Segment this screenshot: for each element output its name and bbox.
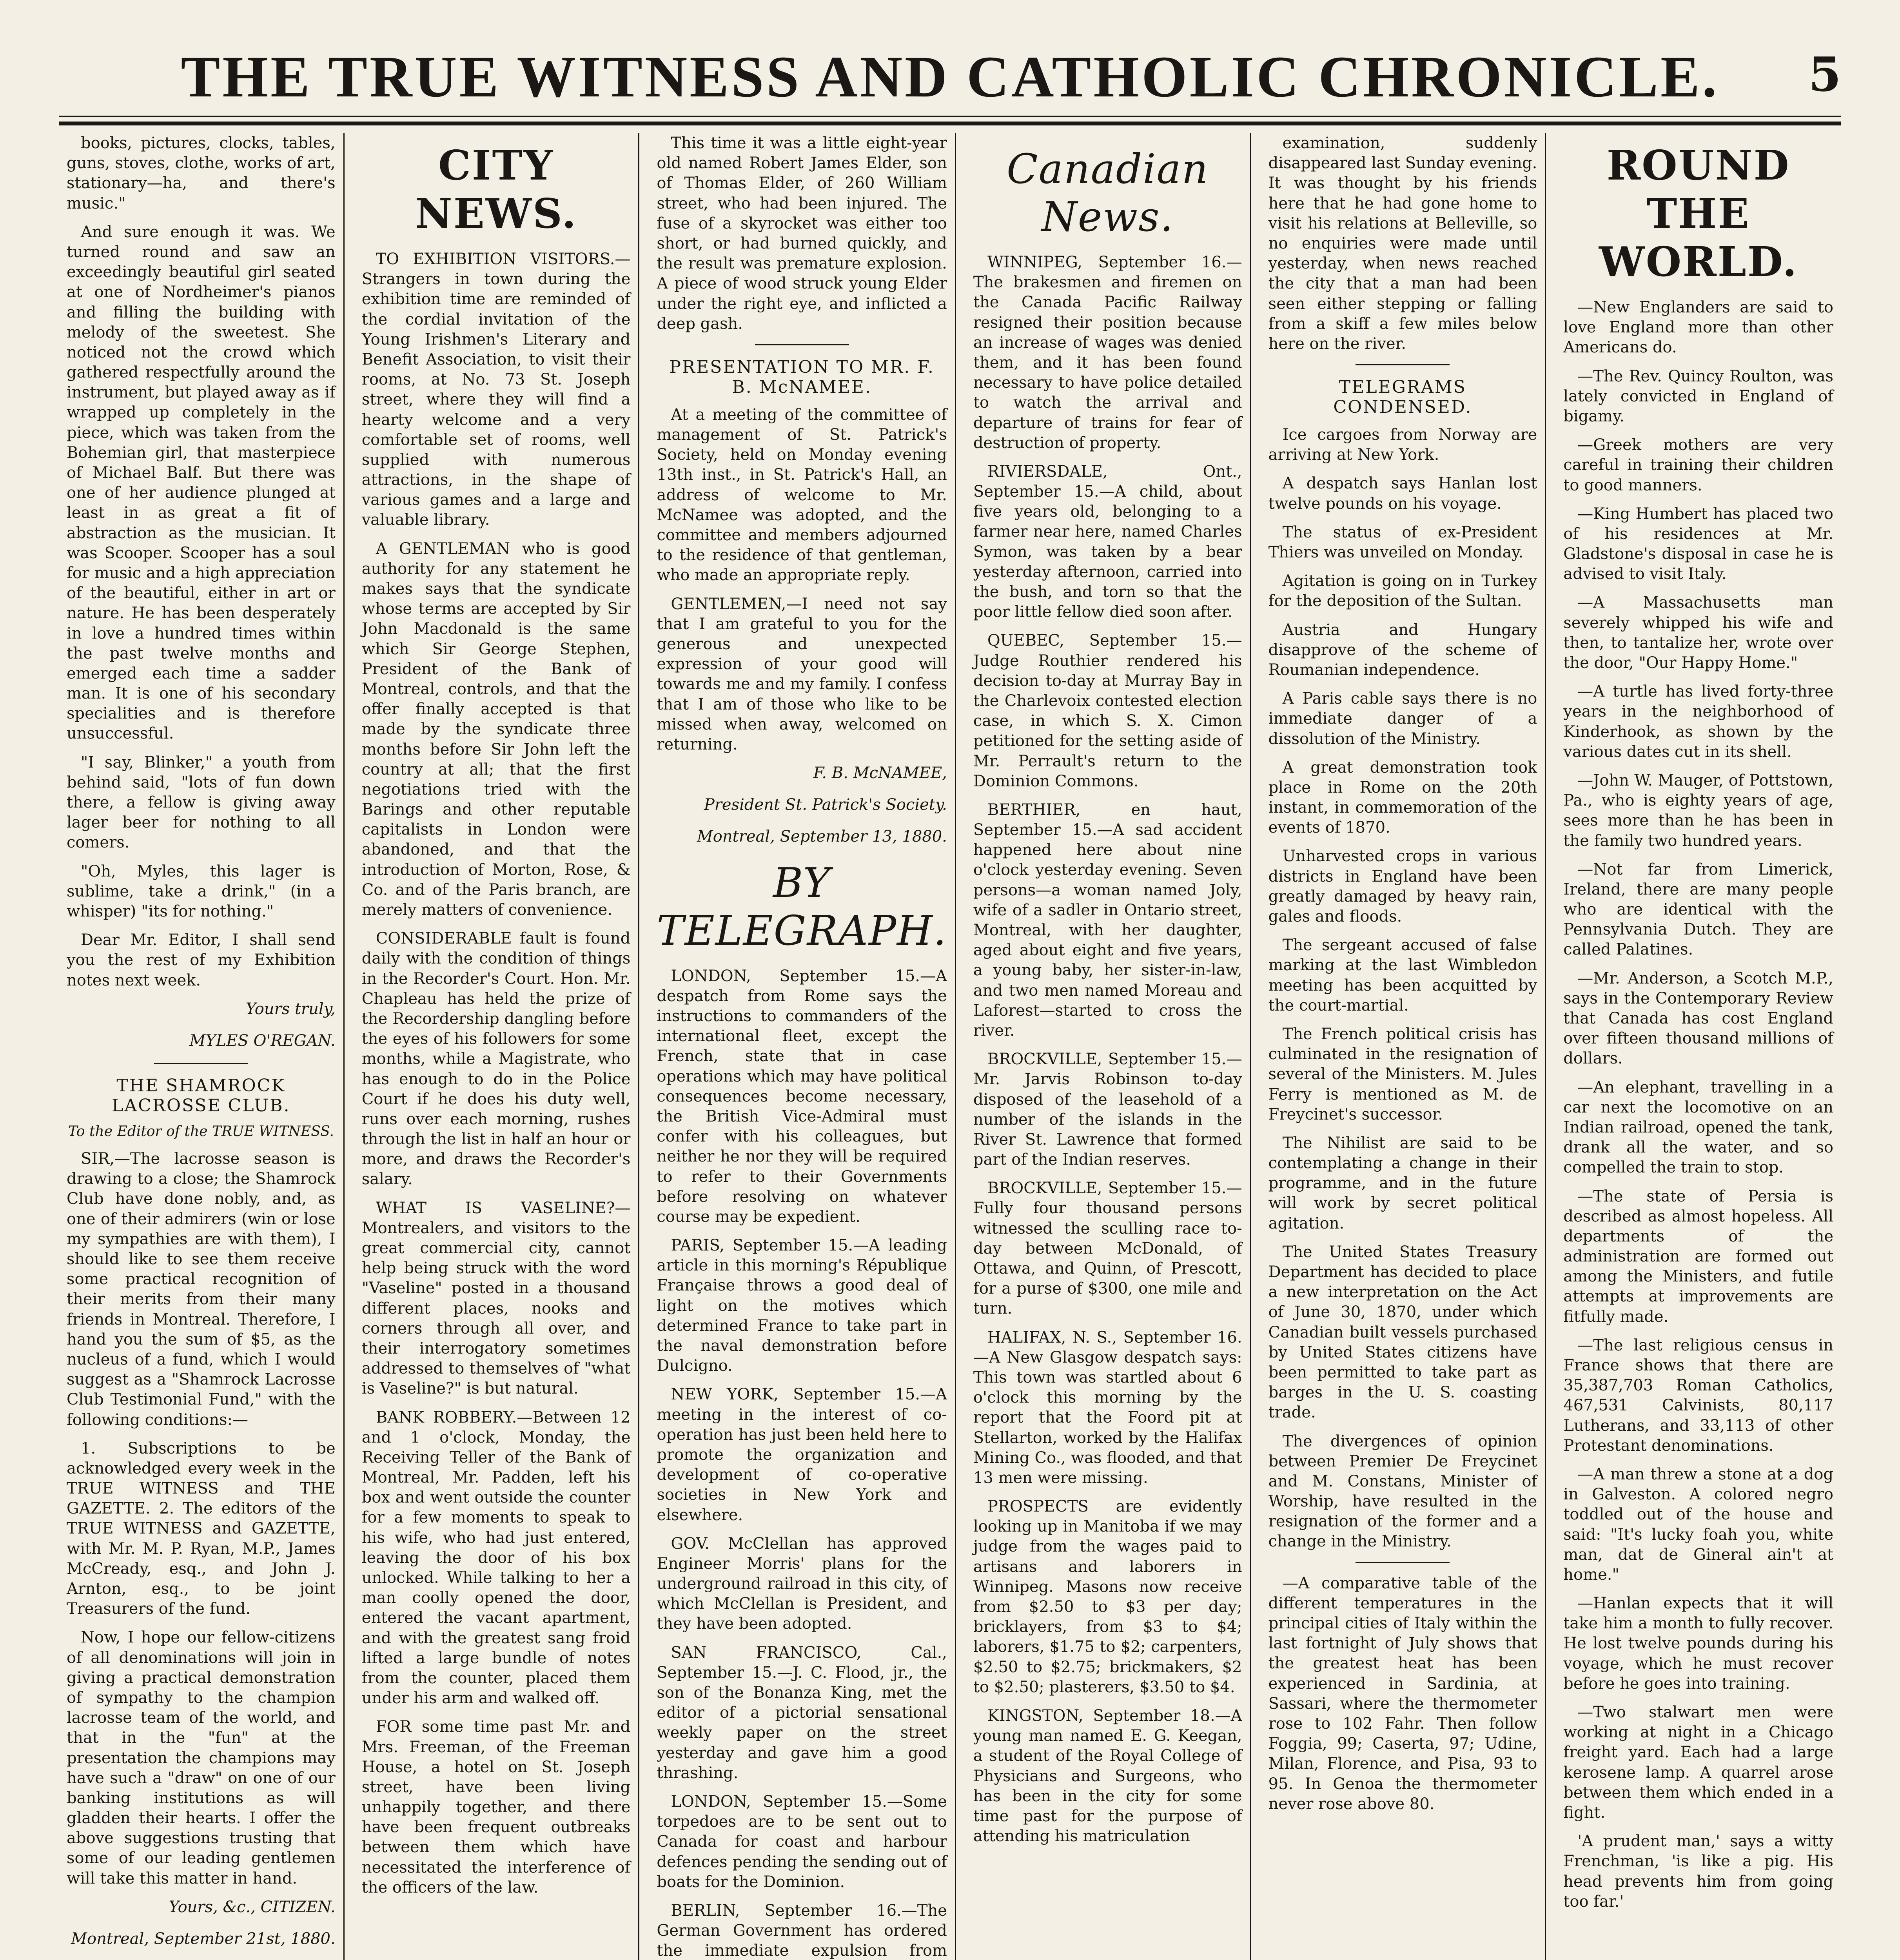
- telegram-item: A despatch says Hanlan lost twelve pounds on his voyage.: [1268, 474, 1537, 513]
- shamrock-p3: Now, I hope our fellow-citizens of all denominations will join in giving a practical demonstration of sympathy to the champion lacrosse team of the world, and that in the "fun" at the presentation the champions may have such a "draw" on one of our banking institutions as will gladden their hearts. I offer the above suggestions trusting that some of our leading gentlemen will take this matter in hand.: [67, 1628, 336, 1887]
- world-item: —Not far from Limerick, Ireland, there are many people who are identical with the Pennsylvania Dutch. They are called Palatines.: [1563, 860, 1833, 959]
- exhibition-letter-p4: "Oh, Myles, this lager is sublime, take a drink," (in a whisper) "its for nothing.": [67, 862, 336, 920]
- city-news-p4: WHAT IS VASELINE?—Montrealers, and visitors to the great commercial city, cannot help being struck with the word "Vaseline" posted in a thousand different places, nooks and corners through all over, and their interrogatory sometimes addressed to themselves of "what is Vaseline?" is but natural.: [361, 1199, 631, 1398]
- presentation-p1: At a meeting of the committee of management of St. Patrick's Society, held on Monday evening 13th inst., in St. Patrick's Hall, an address of welcome to Mr. McNamee was adopted, and the committee and members adjourned to the residence of that gentleman, who made an appropriate reply.: [657, 405, 947, 584]
- article-separator: [1356, 1562, 1450, 1563]
- telegram-item: The French political crisis has culminated in the resignation of several of the Ministers. M. Jules Ferry is mentioned as M. de Freycinet's successor.: [1268, 1025, 1537, 1123]
- world-item: —Mr. Anderson, a Scotch M.P., says in the Contemporary Review that Canada has cost England over fifteen thousand millions of dollars.: [1563, 969, 1833, 1068]
- telegraph-p6: LONDON, September 15.—Some torpedoes are to be sent out to Canada for coast and harbour defences pending the sending out of boats for the Dominion.: [657, 1792, 947, 1891]
- telegram-item: Ice cargoes from Norway are arriving at New York.: [1268, 426, 1537, 464]
- world-item: —Greek mothers are very careful in training their children to good manners.: [1563, 436, 1833, 494]
- world-item: —Two stalwart men were working at night in a Chicago freight yard. Each had a large kerosene lamp. A quarrel arose between them which ended in a fight.: [1563, 1703, 1833, 1822]
- telegraph-p3: NEW YORK, September 15.—A meeting in the interest of co-operation has just been held here to promote the organization and development of co-operative societies in New York and elsewhere.: [657, 1385, 947, 1524]
- world-item: —A man threw a stone at a dog in Galveston. A colored negro toddled out of the house and said: "It's lucky foah you, white man, dat de Gineral ain't at home.": [1563, 1465, 1833, 1584]
- dateline: Montreal, September 13, 1880.: [697, 828, 947, 846]
- article-columns: [59, 133, 1841, 1960]
- world-item: —A turtle has lived forty-three years in the neighborhood of Kinderhook, as shown by the various dates cut in its shell.: [1563, 682, 1833, 761]
- column-3: [649, 133, 956, 1960]
- world-item: —Hanlan expects that it will take him a month to fully recover. He lost twelve pounds during his voyage, which he must recover before he goes into training.: [1563, 1594, 1833, 1693]
- telegram-item: A Paris cable says there is no immediate danger of a dissolution of the Ministry.: [1268, 690, 1537, 748]
- column-5: [1261, 133, 1546, 1960]
- telegram-item: Unharvested crops in various districts in England have been greatly damaged by heavy rain, gales and floods.: [1268, 847, 1537, 926]
- world-item: —John W. Mauger, of Pottstown, Pa., who is eighty years of age, sees more than he has been in the family two hundred years.: [1563, 771, 1833, 850]
- column-2: [354, 133, 640, 1960]
- article-separator: [755, 344, 849, 345]
- canadian-news-p9: KINGSTON, September 18.—A young man named E. G. Keegan, a student of the Royal College of Physicians and Surgeons, who has been in the city for some time past for the purpose of attending his matriculation: [973, 1706, 1242, 1846]
- world-item: —An elephant, travelling in a car next the locomotive on an Indian railroad, opened the tank, drank all the water, and so compelled the train to stop.: [1563, 1078, 1833, 1177]
- telegraph-p2: PARIS, September 15.—A leading article in this morning's République Française throws a good deal of light on the motives which determined France to take part in the naval demonstration before Dulcigno.: [657, 1236, 947, 1375]
- telegram-item: The status of ex-President Thiers was unveiled on Monday.: [1268, 523, 1537, 561]
- telegraph-p5: SAN FRANCISCO, Cal., September 15.—J. C. Flood, jr., the son of the Bonanza King, met the editor of a pictorial sensational weekly paper on the street yesterday and gave him a good thrashing.: [657, 1643, 947, 1782]
- world-item: —New Englanders are said to love England more than other Americans do.: [1563, 298, 1833, 357]
- telegram-item: Austria and Hungary disapprove of the scheme of Roumanian independence.: [1268, 621, 1537, 679]
- dateline: Montreal, September 21st, 1880.: [71, 1930, 336, 1948]
- shamrock-p1: SIR,—The lacrosse season is drawing to a close; the Shamrock Club have done nobly, and, as one of their admirers (win or lose my sympathies are with them), I should like to see them receive some practical recognition of their merits from their many friends in Montreal. Therefore, I hand you the sum of $5, as the nucleus of a fund, which I would suggest as a "Shamrock Lacrosse Club Testimonial Fund," with the following conditions:—: [67, 1150, 336, 1429]
- signature: MYLES O'REGAN.: [189, 1031, 336, 1050]
- world-item: —A Massachusetts man severely whipped his wife and then, to tantalize her, wrote over the door, "Our Happy Home.": [1563, 593, 1833, 672]
- canadian-news-p6: BROCKVILLE, September 15.—Fully four thousand persons witnessed the sculling race to-day between McDonald, of Ottawa, and Quinn, of Prescott, for a purse of $300, one mile and turn.: [973, 1179, 1242, 1318]
- newspaper-title: THE TRUE WITNESS AND CATHOLIC CHRONICLE.: [181, 44, 1719, 109]
- round-the-world-headline: ROUND THE WORLD.: [1599, 141, 1798, 286]
- shamrock-headline: THE SHAMROCK LACROSSE CLUB.: [112, 1076, 290, 1116]
- column-6: [1555, 133, 1841, 1960]
- masthead: [59, 35, 1841, 125]
- world-item: —The state of Persia is described as almost hopeless. All departments of the administration are formed out among the Ministers, and futile attempts at improvements are fitfully made.: [1563, 1187, 1833, 1326]
- signature: Yours, &c., CITIZEN.: [169, 1898, 336, 1916]
- telegram-item: A great demonstration took place in Rome on the 20th instant, in commemoration of the events of 1870.: [1268, 758, 1537, 837]
- city-news-p3: CONSIDERABLE fault is found daily with the condition of things in the Recorder's Court. Hon. Mr. Chapleau has held the prize of the Recordership dangling before the eyes of his followers for some months, while a Magistrate, who has enough to do in the Police Court if he does his duty well, runs over each morning, rushes through the list in half an hour or more, and draws the Recorder's salary.: [361, 929, 631, 1189]
- city-news-p2: A GENTLEMAN who is good authority for any statement he makes says that the syndicate whose terms are accepted by Sir John Macdonald is the same which Sir George Stephen, President of the Bank of Montreal, controls, and that the offer finally accepted is that made by the syndicate three months before Sir John left the country at all; that the first negotiations tried with the Barings and other reputable capitalists in London were abandoned, and that the introduction of Morton, Rose, & Co. and of the Paris branch, are merely matters of convenience.: [361, 539, 631, 919]
- telegraph-p7: BERLIN, September 16.—The German Government has ordered the immediate expulsion from: [657, 1901, 947, 1960]
- canadian-news-p7: HALIFAX, N. S., September 16.—A New Glasgow despatch says: This town was startled about 6 o'clock this morning by the report that the Foord pit at Stellarton, worked by the Halifax Mining Co., was flooded, and that 13 men were missing.: [973, 1328, 1242, 1487]
- canadian-news-p1: WINNIPEG, September 16.—The brakesmen and firemen on the Canada Pacific Railway resigned their position because an increase of wages was denied them, and it has been found necessary to have police detailed to watch the arrival and departure of trains for fear of destruction of property.: [973, 253, 1242, 452]
- presentation-p2: GENTLEMEN,—I need not say that I am grateful to you for the generous and unexpected expression of your good will towards me and my family. I confess that I am of those who like to be missed when away, welcomed on returning.: [657, 595, 947, 753]
- telegraph-p1: LONDON, September 15.—A despatch from Rome says the instructions to commanders of the international fleet, except the French, state that in case operations which may have political consequences become necessary, the British Vice-Admiral must confer with his colleagues, but neither he nor they will be required to refer to their Governments before resolving on whatever course may be expedient.: [657, 967, 947, 1226]
- shamrock-p2: 1. Subscriptions to be acknowledged every week in the TRUE WITNESS and THE GAZETTE. 2. The editors of the TRUE WITNESS and GAZETTE, with Mr. M. P. Ryan, M.P., James McCready, esq., and John J. Arnton, esq., to be joint Treasurers of the fund.: [67, 1439, 336, 1618]
- column-1: [59, 133, 345, 1960]
- world-item: —The Rev. Quincy Roulton, was lately convicted in England of bigamy.: [1563, 367, 1833, 425]
- exhibition-letter-p3: "I say, Blinker," a youth from behind said, "lots of fun down there, a fellow is giving away lager beer for nothing to all comers.: [67, 753, 336, 852]
- article-separator: [154, 1063, 248, 1064]
- city-news-p5: BANK ROBBERY.—Between 12 and 1 o'clock, Monday, the Receiving Teller of the Bank of Montreal, Mr. Padden, left his box and went outside the counter for a few moments to speak to his wife, who had just entered, leaving the door of his box unlocked. While talking to her a man coolly opened the door, entered the vacant apartment, and with the greatest sang froid lifted a large bundle of notes from the counter, placed them under his arm and walked off.: [361, 1408, 631, 1708]
- canadian-news-p5: BROCKVILLE, September 15.—Mr. Jarvis Robinson to-day disposed of the leasehold of a number of the islands in the River St. Lawrence that formed part of the Indian reserves.: [973, 1050, 1242, 1169]
- exhibition-letter-p5: Dear Mr. Editor, I shall send you the rest of my Exhibition notes next week.: [67, 931, 336, 989]
- city-news-p6: FOR some time past Mr. and Mrs. Freeman, of the Freeman House, a hotel on St. Joseph street, have been living unhappily together, and there have been frequent outbreaks between them which have necessitated the interference of the officers of the law.: [361, 1718, 631, 1896]
- masthead-rule-thin: [59, 116, 1841, 117]
- city-news-p1: TO EXHIBITION VISITORS.—Strangers in town during the exhibition time are reminded of the cordial invitation of the Young Irishmen's Literary and Benefit Association, to visit their rooms, at No. 73 St. Joseph street, where they will find a hearty welcome and a very comfortable set of rooms, well supplied with numerous attractions, in the shape of various games and a large and valuable library.: [361, 250, 631, 529]
- signoff: Yours truly,: [245, 1000, 336, 1018]
- letter-salutation: To the Editor of the TRUE WITNESS.: [68, 1123, 334, 1140]
- telegraph-headline: BY TELEGRAPH.: [657, 858, 947, 955]
- accident-report: This time it was a little eight-year old named Robert James Elder, son of Thomas Elder, of 260 William street, who had been injured. The fuse of a skyrocket was either too short, or had burned quickly, and the result was premature explosion. A piece of wood struck young Elder under the right eye, and inflicted a deep gash.: [657, 134, 947, 333]
- canadian-news-p3: QUEBEC, September 15.—Judge Routhier rendered his decision to-day at Murray Bay in the Charlevoix contested election case, in which S. X. Cimon petitioned for the setting aside of Mr. Perrault's return to the Dominion Commons.: [973, 632, 1242, 790]
- telegram-item: The divergences of opinion between Premier De Freycinet and M. Constans, Minister of Worship, have resulted in the resignation of the former and a change in the Ministry.: [1268, 1432, 1537, 1551]
- telegrams-headline: TELEGRAMS CONDENSED.: [1333, 377, 1472, 417]
- kingston-report: examination, suddenly disappeared last Sunday evening. It was thought by his friends here that he had gone home to visit his relations at Belleville, so no enquiries were made until yesterday, when news reached the city that a man had been seen either stepping or falling from a skiff a few miles below here on the river.: [1268, 134, 1537, 353]
- signature: F. B. McNAMEE,: [813, 764, 947, 782]
- canadian-news-p4: BERTHIER, en haut, September 15.—A sad accident happened here about nine o'clock yesterday evening. Seven persons—a woman named Joly, wife of a sadler in Ontario street, Montreal, with her daughter, aged about eight and five years, a young baby, her sister-in-law, and two men named Moreau and Laforest—started to cross the river.: [973, 800, 1242, 1040]
- temperature-item: —A comparative table of the different temperatures in the principal cities of Italy within the last fortnight of July shows that the greatest heat has been experienced in Sardinia, at Sassari, where the thermometer rose to 102 Fahr. Then follow Foggia, 99; Caserta, 97; Udine, Milan, Florence, and Pisa, 93 to 95. In Genoa the thermometer never rose above 80.: [1268, 1574, 1537, 1813]
- canadian-news-p2: RIVIERSDALE, Ont., September 15.—A child, about five years old, belonging to a farmer near here, named Charles Symon, was taken by a bear yesterday afternoon, carried into the bush, and torn so that the poor little fellow died soon after.: [973, 462, 1242, 621]
- telegram-item: The United States Treasury Department has decided to place a new interpretation on the Act of June 30, 1870, under which Canadian built vessels purchased by United States citizens have been permitted to take part as barges in the U. S. coasting trade.: [1268, 1243, 1537, 1422]
- world-item: —The last religious census in France shows that there are 35,387,703 Roman Catholics, 467,531 Calvinists, 80,117 Lutherans, and 33,113 of other Protestant denominations.: [1563, 1336, 1833, 1455]
- article-separator: [1356, 364, 1450, 365]
- masthead-rule-thick: [59, 122, 1841, 125]
- column-4: [965, 133, 1251, 1960]
- exhibition-letter-p2: And sure enough it was. We turned round and saw an exceedingly beautiful girl seated at one of Nordheimer's pianos and filling the building with melody of the sweetest. She noticed not the crowd which gathered respectfully around the instrument, but played away as if wrapped up completely in the piece, which was taken from the Bohemian girl, that masterpiece of Michael Balf. But there was one of her audience plunged at least in as great a fit of abstraction as the musician. It was Scooper. Scooper has a soul for music and a high appreciation of the beautiful, either in art or nature. He has been desperately in love a hundred times within the past twelve months and emerged each time a sadder man. It is one of his secondary specialities and is therefore unsuccessful.: [67, 223, 336, 743]
- canadian-news-headline: Canadian News.: [1007, 145, 1209, 241]
- telegram-item: The Nihilist are said to be contemplating a change in their programme, and in the future will work by secret political agitation.: [1268, 1134, 1537, 1232]
- telegram-item: The sergeant accused of false marking at the last Wimbledon meeting has been acquitted by the court-martial.: [1268, 936, 1537, 1014]
- canadian-news-p8: PROSPECTS are evidently looking up in Manitoba if we may judge from the wages paid to artisans and laborers in Winnipeg. Masons now receive from $2.50 to $3 per day; bricklayers, from $3 to $4; laborers, $1.75 to $2; carpenters, $2.50 to $2.75; brickmakers, $2 to $2.50; plasterers, $3.50 to $4.: [973, 1497, 1242, 1696]
- world-item: 'A prudent man,' says a witty Frenchman, 'is like a pig. His head prevents him from going too far.': [1563, 1832, 1833, 1911]
- world-item: —King Humbert has placed two of his residences at Mr. Gladstone's disposal in case he is advised to visit Italy.: [1563, 505, 1833, 583]
- telegram-item: Agitation is going on in Turkey for the deposition of the Sultan.: [1268, 572, 1537, 610]
- page-number: 5: [1808, 47, 1841, 102]
- presentation-headline: PRESENTATION TO MR. F. B. McNAMEE.: [669, 357, 935, 397]
- city-news-headline: CITY NEWS.: [415, 141, 577, 238]
- telegraph-p4: GOV. McClellan has approved Engineer Morris' plans for the underground railroad in this city, of which McClellan is President, and they have been adopted.: [657, 1534, 947, 1633]
- exhibition-letter-p1: books, pictures, clocks, tables, guns, stoves, clothe, works of art, stationary—ha, and there's music.": [67, 134, 336, 212]
- signature-title: President St. Patrick's Society.: [704, 796, 947, 814]
